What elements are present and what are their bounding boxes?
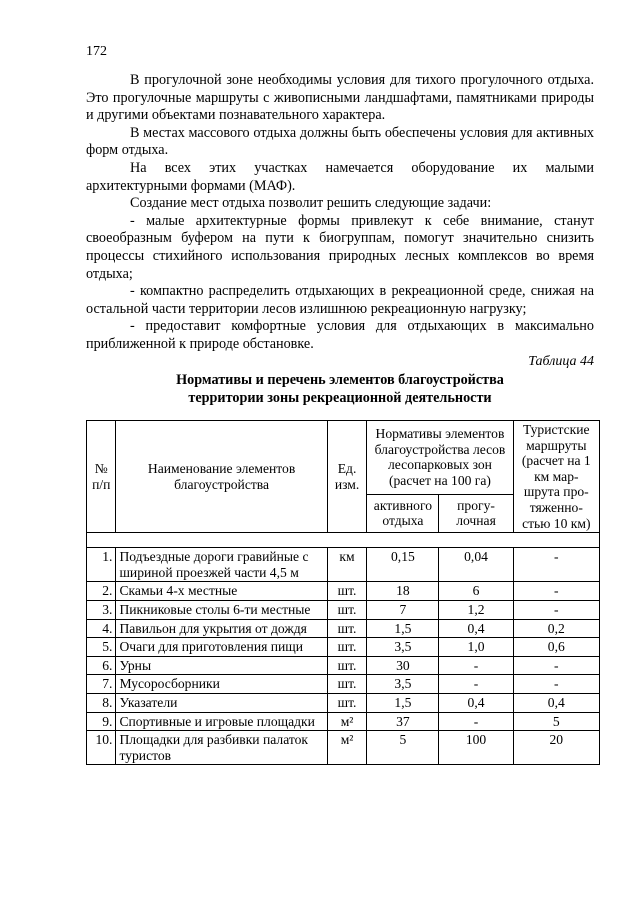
- header-num: № п/п: [87, 421, 116, 533]
- cell-unit: шт.: [327, 675, 367, 694]
- cell-walk: 100: [439, 731, 513, 765]
- cell-tourist: -: [513, 548, 599, 582]
- norms-table: [86, 420, 600, 765]
- cell-active: 30: [367, 656, 439, 675]
- cell-name: Урны: [116, 656, 327, 675]
- cell-unit: шт.: [327, 600, 367, 619]
- cell-num: 8.: [87, 693, 116, 712]
- cell-tourist: 0,4: [513, 693, 599, 712]
- cell-name: Подъездные дороги гравийные с шириной проезжей части 4,5 м: [116, 548, 327, 582]
- cell-num: 4.: [87, 619, 116, 638]
- cell-active: 37: [367, 712, 439, 731]
- cell-num: 3.: [87, 600, 116, 619]
- header-unit: Ед. изм.: [327, 421, 367, 533]
- cell-unit: шт.: [327, 638, 367, 657]
- cell-tourist: -: [513, 582, 599, 601]
- cell-num: 9.: [87, 712, 116, 731]
- table-row: [87, 712, 600, 731]
- paragraph: - малые архитектурные формы привлекут к себе внимание, станут своеобразным буфером на пути к биогруппам, помогут значительно снизить процессы стихийного использования природных лесных комплексов во время отдыха;: [86, 212, 594, 282]
- table-header-row: [87, 421, 600, 495]
- table-title: [86, 372, 594, 407]
- cell-unit: шт.: [327, 619, 367, 638]
- table-row: [87, 548, 600, 582]
- cell-walk: 0,04: [439, 548, 513, 582]
- cell-walk: 6: [439, 582, 513, 601]
- cell-tourist: 20: [513, 731, 599, 765]
- paragraph: На всех этих участках намечается оборудование их малыми архитектурными формами (МАФ).: [86, 159, 594, 194]
- paragraph: Создание мест отдыха позволит решить следующие задачи:: [130, 195, 492, 212]
- table-title-line: Нормативы и перечень элементов благоустройства: [176, 372, 504, 388]
- cell-tourist: 0,6: [513, 638, 599, 657]
- cell-unit: км: [327, 548, 367, 582]
- table-row: [87, 675, 600, 694]
- table-row: [87, 619, 600, 638]
- cell-name: Указатели: [116, 693, 327, 712]
- cell-unit: м²: [327, 712, 367, 731]
- cell-name: Мусоросборники: [116, 675, 327, 694]
- cell-name: Скамьи 4-х местные: [116, 582, 327, 601]
- page-number: 172: [86, 44, 107, 59]
- paragraph: - предоставит комфортные условия для отдыхающих в максимально приближенной к природе обстановке.: [86, 318, 594, 352]
- cell-num: 1.: [87, 548, 116, 582]
- cell-walk: -: [439, 656, 513, 675]
- spacer-cell: [87, 533, 600, 548]
- paragraph: - компактно распределить отдыхающих в рекреационной среде, снижая на остальной части территории лесов излишнюю рекреационную нагрузку;: [86, 283, 594, 317]
- cell-tourist: 5: [513, 712, 599, 731]
- cell-name: Площадки для разбивки палаток туристов: [116, 731, 327, 765]
- cell-walk: 1,2: [439, 600, 513, 619]
- cell-name: Очаги для приготовления пищи: [116, 638, 327, 657]
- table-row: [87, 600, 600, 619]
- cell-name: Павильон для укрытия от дождя: [116, 619, 327, 638]
- header-tourist: Туристские маршруты (расчет на 1 км мар-шрута про-тяженно-стью 10 км): [513, 421, 599, 533]
- cell-walk: 1,0: [439, 638, 513, 657]
- cell-active: 1,5: [367, 619, 439, 638]
- cell-active: 18: [367, 582, 439, 601]
- table-row: [87, 656, 600, 675]
- table-row: [87, 638, 600, 657]
- cell-name: Спортивные и игровые площадки: [116, 712, 327, 731]
- cell-walk: 0,4: [439, 619, 513, 638]
- cell-active: 7: [367, 600, 439, 619]
- cell-unit: шт.: [327, 656, 367, 675]
- cell-tourist: -: [513, 600, 599, 619]
- header-name: Наименование элементов благоустройства: [116, 421, 327, 533]
- table-title-line: территории зоны рекреационной деятельности: [188, 389, 492, 406]
- cell-active: 0,15: [367, 548, 439, 582]
- cell-num: 7.: [87, 675, 116, 694]
- cell-walk: -: [439, 712, 513, 731]
- cell-unit: м²: [327, 731, 367, 765]
- cell-active: 5: [367, 731, 439, 765]
- header-walk: прогу-лочная: [439, 494, 513, 533]
- table-row: [87, 731, 600, 765]
- spacer-row: [87, 533, 600, 548]
- header-active: активного отдыха: [367, 494, 439, 533]
- paragraph: В местах массового отдыха должны быть обеспечены условия для активных форм отдыха.: [86, 124, 594, 159]
- cell-walk: -: [439, 675, 513, 694]
- cell-num: 2.: [87, 582, 116, 601]
- cell-name: Пикниковые столы 6-ти местные: [116, 600, 327, 619]
- cell-tourist: 0,2: [513, 619, 599, 638]
- cell-active: 1,5: [367, 693, 439, 712]
- cell-active: 3,5: [367, 675, 439, 694]
- cell-active: 3,5: [367, 638, 439, 657]
- paragraph: В прогулочной зоне необходимы условия для тихого прогулочного отдыха. Это прогулочные маршруты с живописными ландшафтами, памятниками природы и другими объектами познавательного характера.: [86, 72, 594, 124]
- header-norms-group: Нормативы элементов благоустройства лесов лесопарковых зон (расчет на 100 га): [367, 421, 513, 495]
- cell-walk: 0,4: [439, 693, 513, 712]
- cell-num: 6.: [87, 656, 116, 675]
- cell-num: 5.: [87, 638, 116, 657]
- table-label: Таблица 44: [528, 354, 594, 369]
- cell-unit: шт.: [327, 582, 367, 601]
- table-row: [87, 582, 600, 601]
- cell-num: 10.: [87, 731, 116, 765]
- cell-unit: шт.: [327, 693, 367, 712]
- cell-tourist: -: [513, 656, 599, 675]
- table-row: [87, 693, 600, 712]
- body-text: [86, 72, 594, 354]
- cell-tourist: -: [513, 675, 599, 694]
